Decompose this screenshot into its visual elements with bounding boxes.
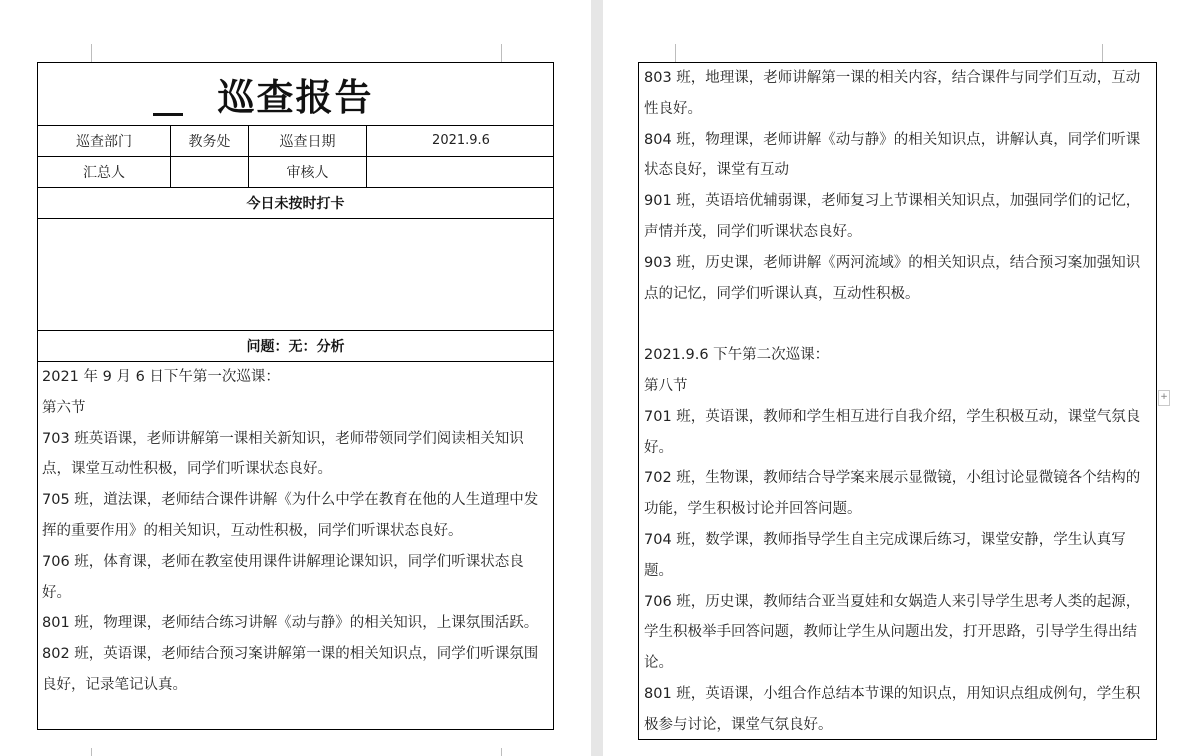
date-label: 巡查日期 bbox=[279, 133, 336, 150]
blank-line bbox=[644, 309, 1152, 340]
report-table bbox=[37, 62, 554, 730]
paragraph: 802 班，英语课，老师结合预习案讲解第一课的相关知识点，同学们听课氛围良好，记录笔记认真。 bbox=[42, 646, 539, 693]
crop-mark bbox=[501, 748, 502, 756]
paragraph: 704 班，数学课，教师指导学生自主完成课后练习，课堂安静，学生认真写题。 bbox=[644, 531, 1126, 579]
dept-value: 教务处 bbox=[188, 133, 231, 150]
paragraph: 706 班，体育课，老师在教室使用课件讲解理论课知识，同学们听课状态良好。 bbox=[42, 553, 524, 601]
paragraph: 第八节 bbox=[644, 377, 688, 394]
paragraph: 703 班英语课，老师讲解第一课相关新知识，老师带领同学们阅读相关知识点，课堂互动性积极，同学们听课状态良好。 bbox=[42, 430, 524, 478]
paragraph: 901 班，英语培优辅弱课，老师复习上节课相关知识点，加强同学们的记忆，声情并茂，同学们听课状态良好。 bbox=[644, 193, 1141, 240]
patrol-notes-right bbox=[644, 63, 1152, 741]
paragraph: 705 班，道法课，老师结合课件讲解《为什么中学在教育在他的人生道理中发挥的重要作用》的相关知识，互动性积极，同学们听课状态良好。 bbox=[42, 492, 539, 539]
report-title: 巡查报告 bbox=[217, 75, 374, 119]
paragraph: 706 班，历史课，教师结合亚当夏娃和女娲造人来引导学生思考人类的起源，学生积极举手回答问题，教师让学生从问题出发，打开思路，引导学生得出结论。 bbox=[644, 593, 1141, 672]
reviewer-label: 审核人 bbox=[286, 164, 329, 181]
paragraph: 804 班，物理课，老师讲解《动与静》的相关知识点，讲解认真，同学们听课状态良好，课堂有互动 bbox=[644, 131, 1141, 179]
paragraph: 801 班，物理课，老师结合练习讲解《动与静》的相关知识，上课氛围活跃。 bbox=[42, 615, 539, 632]
document-page-left bbox=[0, 0, 591, 756]
paragraph: 801 班，英语课，小组合作总结本节课的知识点，用知识点组成例句，学生积极参与讨论，课堂气氛良好。 bbox=[644, 685, 1141, 733]
paragraph: 903 班，历史课，老师讲解《两河流域》的相关知识点，结合预习案加强知识点的记忆，同学们听课认真，互动性积极。 bbox=[644, 254, 1141, 302]
date-value: 2021.9.6 bbox=[432, 133, 490, 148]
paragraph: 701 班，英语课，教师和学生相互进行自我介绍，学生积极互动，课堂气氛良好。 bbox=[644, 408, 1141, 456]
expand-marker-icon[interactable]: + bbox=[1158, 390, 1170, 406]
clock-in-section-title: 今日未按时打卡 bbox=[246, 195, 345, 212]
paragraph: 803 班，地理课，老师讲解第一课的相关内容，结合课件与同学们互动，互动性良好。 bbox=[644, 70, 1141, 117]
paragraph: 第六节 bbox=[42, 399, 86, 416]
crop-mark bbox=[675, 44, 676, 62]
report-table-continued bbox=[638, 62, 1157, 740]
paragraph: 2021 年 9 月 6 日下午第一次巡课： bbox=[42, 369, 280, 385]
crop-mark bbox=[501, 44, 502, 62]
page-gutter bbox=[591, 0, 603, 756]
paragraph: 702 班，生物课，教师结合导学案来展示显微镜，小组讨论显微镜各个结构的功能，学生积极讨论并回答问题。 bbox=[644, 470, 1141, 518]
summarizer-label: 汇总人 bbox=[83, 164, 125, 181]
paragraph: 2021.9.6 下午第二次巡课： bbox=[644, 347, 830, 364]
dept-label: 巡查部门 bbox=[76, 133, 132, 150]
summarizer-value bbox=[171, 156, 248, 187]
redaction-mark bbox=[153, 113, 183, 116]
crop-mark bbox=[91, 748, 92, 756]
patrol-notes-left bbox=[42, 362, 549, 701]
crop-mark bbox=[91, 44, 92, 62]
document-page-right bbox=[603, 0, 1190, 756]
issue-section-title: 问题：无：分析 bbox=[246, 338, 345, 355]
crop-mark bbox=[1102, 44, 1103, 62]
reviewer-value bbox=[367, 156, 555, 187]
